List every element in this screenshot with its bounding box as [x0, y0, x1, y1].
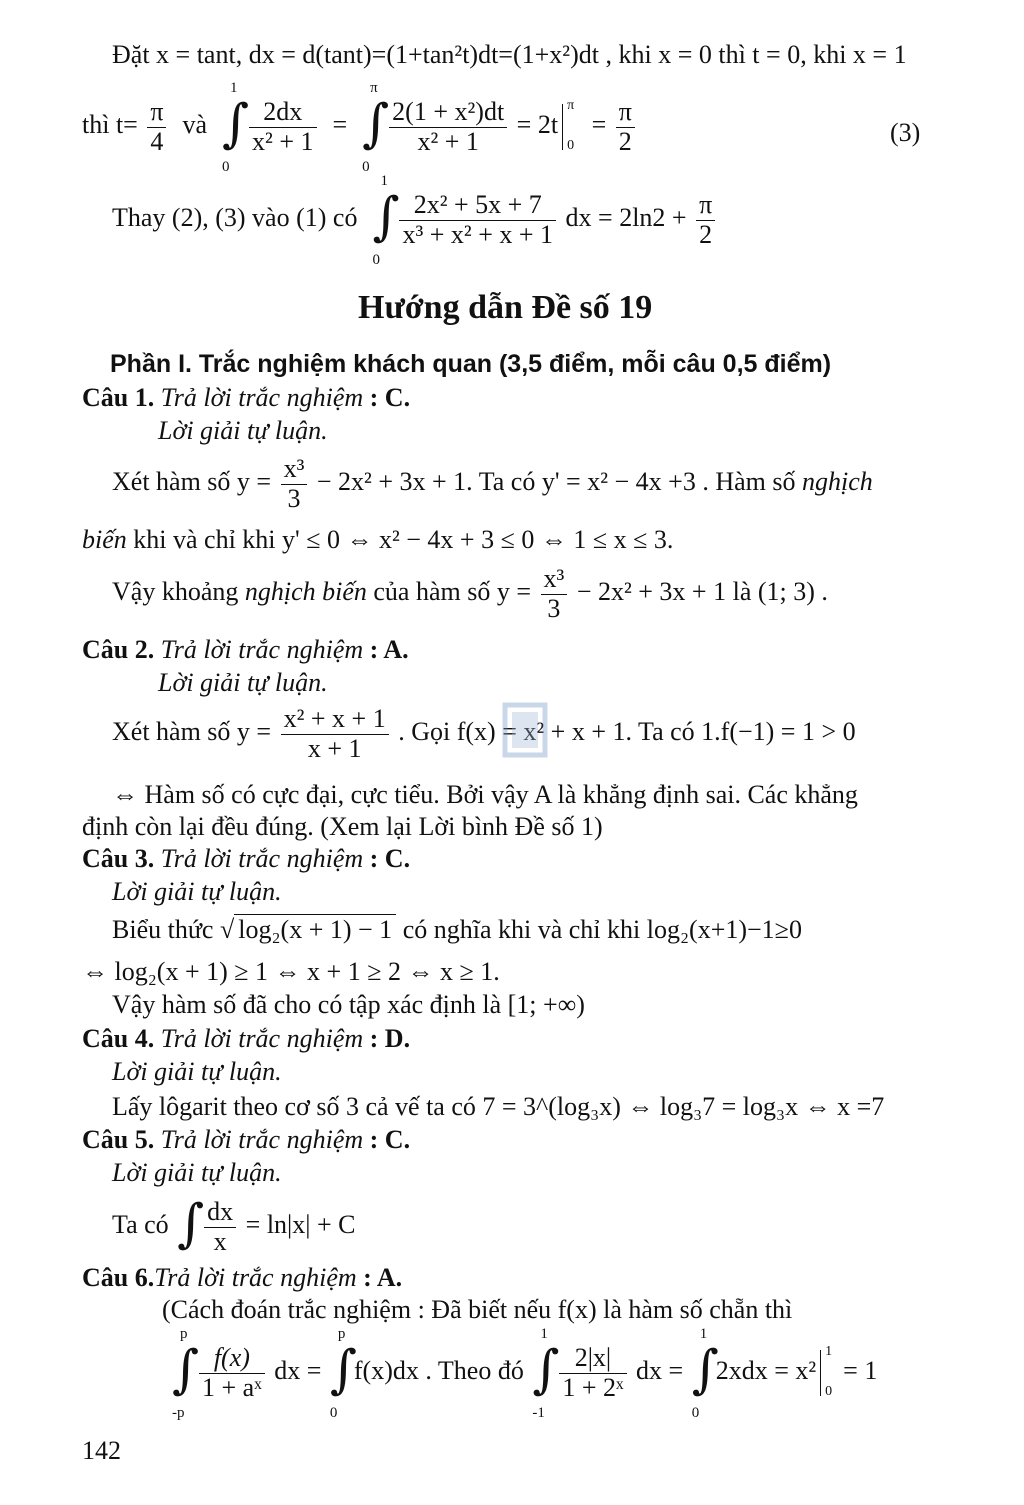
substitution-text: Đặt x = tant, dx = d(tant)=(1+tan²t)dt=(1+x²)dt , khi x = 0 thì t = 0, khi x = 1	[112, 40, 907, 69]
denominator: x	[213, 1226, 227, 1256]
pi-over-2	[696, 191, 715, 249]
text: dx =	[636, 1355, 684, 1385]
question-5-header	[82, 1125, 410, 1155]
then-t-text: thì t=	[82, 109, 138, 139]
answer-label: Trả lời trắc nghiệm	[160, 383, 364, 412]
intro-result-line	[112, 173, 718, 268]
question-label: Câu 5.	[82, 1125, 155, 1154]
text: Xét hàm số y =	[112, 467, 272, 497]
integral-sign: ∫ 1 0	[691, 1326, 719, 1421]
integral-sign: ∫ 1 0	[222, 80, 250, 175]
integrand-1	[249, 98, 316, 156]
q5-solution-label: Lời giải tự luận.	[112, 1158, 282, 1187]
text: Biểu thức	[112, 915, 214, 944]
rational-integrand	[399, 191, 556, 249]
q3-solution-label: Lời giải tự luận.	[112, 877, 282, 906]
text: Vậy khoảng	[112, 577, 239, 607]
denominator: x² + 1	[252, 126, 314, 156]
question-label: Câu 4.	[82, 1024, 155, 1053]
q5-line-1	[112, 1192, 355, 1262]
rational-function	[281, 705, 389, 763]
numerator: 2(1 + x²)dt	[389, 98, 507, 128]
q1-line-1	[112, 455, 873, 525]
numerator: 2x² + 5x + 7	[399, 191, 556, 221]
integral-sign: ∫ 1 -1	[532, 1326, 560, 1421]
pi: π	[147, 98, 166, 128]
f-over-1-plus-a-x	[199, 1344, 265, 1402]
text: Ta có	[112, 1209, 169, 1239]
integral-sign: ∫ π 0	[362, 80, 390, 175]
two-abs-x-over-1-plus-2-x	[559, 1344, 626, 1402]
text: nghịch biến	[244, 577, 367, 607]
intro-integral-line: thì t= $\frac{\pi}{4}$ và ∫ 1 0 $\frac{2dx}{\text{x² + 1}}$ = ∫ π 0 $\frac{\text{2(1 + x²)dt}}{\text{x² + 1}}$ = 2t π 0 = $\frac{\pi}{2}$	[82, 92, 638, 172]
watermark-logo	[420, 700, 630, 790]
denominator: 1 + 2ˣ	[562, 1372, 624, 1402]
text: của hàm số y =	[373, 577, 532, 607]
pi: π	[616, 98, 635, 128]
integrand-2	[389, 98, 507, 156]
answer-label: Trả lời trắc nghiệm	[160, 1125, 364, 1154]
text: 2xdx = x²	[715, 1355, 817, 1385]
numerator: dx	[204, 1198, 236, 1228]
q3-line-3: Vậy hàm số đã cho có tập xác định là [1; +∞)	[112, 990, 585, 1019]
q6-line-1: (Cách đoán trắc nghiệm : Đã biết nếu f(x) là hàm số chẵn thì	[162, 1295, 793, 1324]
q3-line-1: Biểu thức √ log₂(x + 1) − 1 có nghĩa khi và chỉ khi log₂(x+1)−1≥0	[112, 915, 802, 944]
text: = 1	[843, 1355, 878, 1385]
dx-over-x	[204, 1198, 236, 1256]
q4-line-1: Lấy lôgarit theo cơ số 3 cả vế ta có 7 = 3^(log₃x) ⇔ log₃7 = log₃x ⇔ x =7	[112, 1092, 885, 1121]
numerator: 2dx	[249, 98, 316, 128]
question-label: Câu 2.	[82, 635, 155, 664]
question-label: Câu 1.	[82, 383, 155, 412]
numerator: 2|x|	[559, 1344, 626, 1374]
question-4-header	[82, 1024, 410, 1054]
text: dx =	[274, 1355, 322, 1385]
pi-over-4	[147, 98, 166, 156]
answer-value: : C.	[369, 383, 411, 412]
result-2t: = 2t	[516, 109, 559, 139]
question-1-header	[82, 383, 410, 413]
evaluation-bar: π 0	[562, 104, 581, 150]
x-cubed-over-3	[281, 455, 308, 513]
text: biến	[82, 525, 127, 554]
numerator: f(x)	[199, 1344, 265, 1374]
integral-sign: ∫	[177, 1194, 205, 1254]
answer-label: Trả lời trắc nghiệm	[160, 635, 364, 664]
q1-line-2	[82, 525, 673, 555]
part-heading: Phần I. Trắc nghiệm khách quan (3,5 điểm, mỗi câu 0,5 điểm)	[110, 350, 832, 378]
answer-value: : C.	[369, 844, 411, 873]
answer-value: : C.	[369, 1125, 411, 1154]
q2-solution-label: Lời giải tự luận.	[158, 668, 328, 697]
denominator: x² + 1	[417, 126, 479, 156]
q2-line-3: định còn lại đều đúng. (Xem lại Lời bình Đề số 1)	[82, 812, 603, 841]
pi-over-2	[616, 98, 635, 156]
denominator: 3	[287, 483, 301, 513]
text: . Gọi f(x) = x² + x + 1. Ta có 1.f(−1) = 1 > 0	[398, 717, 856, 747]
answer-value: : D.	[369, 1024, 411, 1053]
two: 2	[699, 219, 713, 249]
intro-substitution-line	[112, 40, 907, 70]
pi: π	[696, 191, 715, 221]
text: − 2x² + 3x + 1 là (1; 3) .	[576, 577, 828, 607]
answer-value: : A.	[369, 635, 409, 664]
text: có nghĩa khi và chỉ khi log₂(x+1)−1≥0	[402, 915, 802, 944]
q2-line-2: ⇔ Hàm số có cực đại, cực tiểu. Bởi vậy A là khẳng định sai. Các khẳng	[112, 780, 858, 809]
four: 4	[150, 126, 164, 156]
text: − 2x² + 3x + 1. Ta có y' = x² − 4x +3 . Hàm số	[316, 467, 796, 497]
denominator: 1 + aˣ	[202, 1372, 262, 1402]
q1-line-3	[112, 565, 828, 635]
denominator: 3	[547, 593, 561, 623]
question-label: Câu 6.	[82, 1263, 155, 1292]
two: 2	[618, 126, 632, 156]
numerator: x³	[541, 565, 568, 595]
result-text: dx = 2ln2 +	[565, 202, 687, 232]
answer-value: : A.	[363, 1263, 403, 1292]
answer-label: Trả lời trắc nghiệm	[160, 844, 364, 873]
page-number: 142	[82, 1436, 121, 1465]
numerator: x² + x + 1	[281, 705, 389, 735]
question-2-header	[82, 635, 409, 665]
evaluation-bar: 1 0	[820, 1350, 839, 1396]
q6-line-2	[170, 1326, 878, 1421]
q1-solution-label: Lời giải tự luận.	[158, 416, 328, 445]
q4-solution-label: Lời giải tự luận.	[112, 1057, 282, 1086]
question-3-header	[82, 844, 410, 874]
integral-sign: ∫ p -p	[172, 1326, 200, 1421]
x-cubed-over-3	[541, 565, 568, 623]
q3-line-2: ⇔ log₂(x + 1) ≥ 1 ⇔ x + 1 ≥ 2 ⇔ x ≥ 1.	[82, 957, 500, 986]
sqrt-expression: log₂(x + 1) − 1	[234, 914, 396, 945]
question-label: Câu 3.	[82, 844, 155, 873]
integral-sign: ∫ 1 0	[372, 173, 400, 268]
numerator: x³	[281, 455, 308, 485]
text: khi và chỉ khi y' ≤ 0 ⇔ x² − 4x + 3 ≤ 0 ⇔ 1 ≤ x ≤ 3.	[133, 525, 674, 554]
answer-label: Trả lời trắc nghiệm	[154, 1263, 357, 1292]
text: f(x)dx . Theo đó	[353, 1355, 524, 1385]
question-6-header	[82, 1263, 402, 1293]
equation-number: (3)	[890, 118, 921, 147]
denominator: x³ + x² + x + 1	[402, 219, 554, 249]
text: nghịch	[801, 467, 873, 497]
page-title: Hướng dẫn Đề số 19	[358, 289, 653, 326]
text: = ln|x| + C	[245, 1209, 356, 1239]
integral-sign: ∫ p 0	[329, 1326, 357, 1421]
and-text: và	[182, 109, 208, 139]
denominator: x + 1	[307, 733, 362, 763]
answer-label: Trả lời trắc nghiệm	[160, 1024, 364, 1053]
text: Xét hàm số y =	[112, 717, 272, 747]
substitute-text: Thay (2), (3) vào (1) có	[112, 202, 358, 232]
